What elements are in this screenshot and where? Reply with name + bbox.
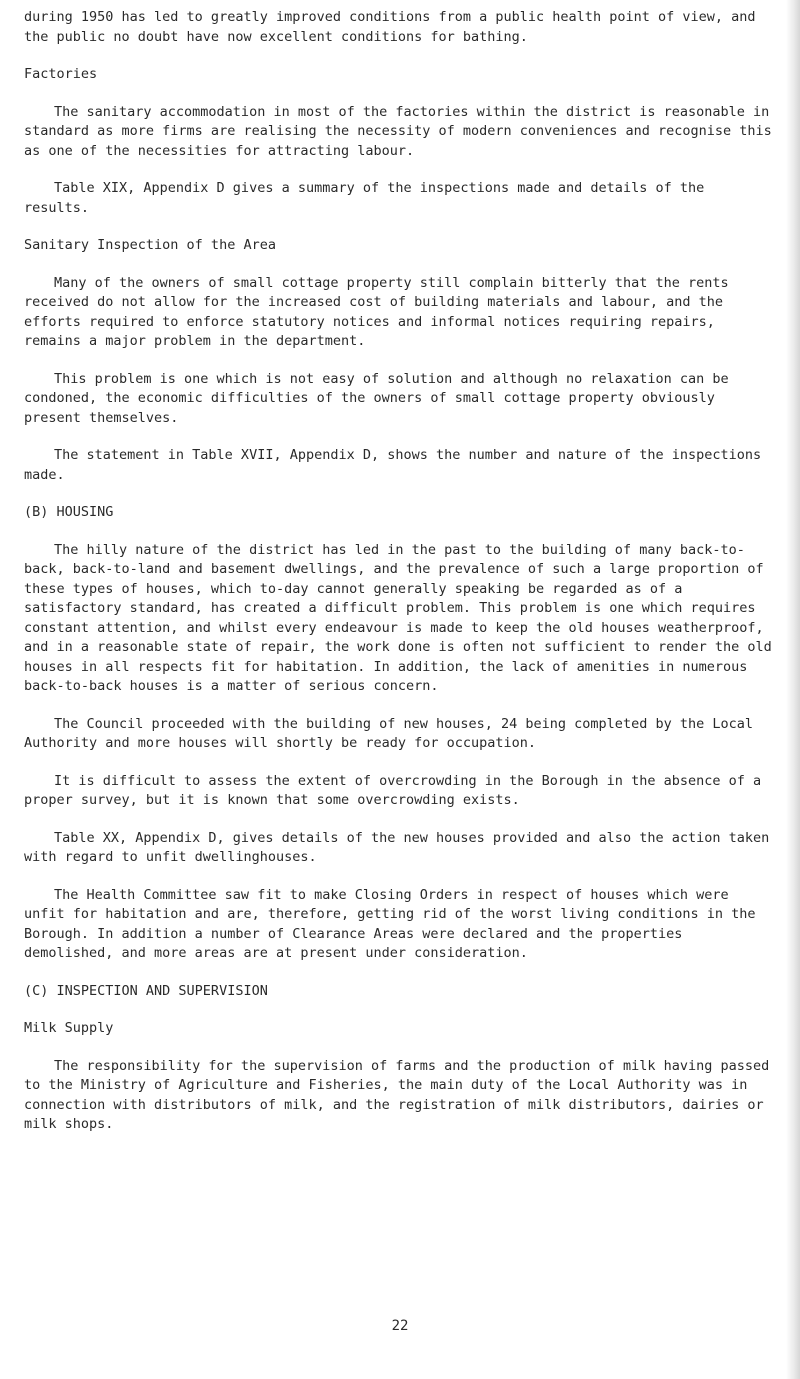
document-page <box>24 8 774 1135</box>
paragraph-closing-orders: The Health Committee saw fit to make Closing Orders in respect of houses which were unfit for habitation and are, therefore, getting rid of the worst living conditions in the Borough. In addition a number of Clearance Areas were declared and the properties demolished, and more areas are at present under consideration. <box>24 886 756 961</box>
heading-housing: (B) HOUSING <box>24 504 114 520</box>
paragraph-table-xvii: The statement in Table XVII, Appendix D, shows the number and nature of the inspections made. <box>24 447 762 483</box>
heading-sanitary-inspection: Sanitary Inspection of the Area <box>24 237 276 253</box>
page-number: 22 <box>391 1318 409 1334</box>
page-edge-shadow <box>786 0 800 1379</box>
paragraph-new-houses: The Council proceeded with the building of new houses, 24 being completed by the Local Authority and more houses will shortly be ready for occupation. <box>24 715 753 751</box>
paragraph-milk-responsibility: The responsibility for the supervision of farms and the production of milk having passed to the Ministry of Agriculture and Fisheries, the main duty of the Local Authority was in connection with distributors of milk, and the registration of milk distributors, dairies or milk shops. <box>24 1057 770 1132</box>
paragraph-table-xix: Table XIX, Appendix D gives a summary of the inspections made and details of the results. <box>24 180 705 216</box>
paragraph-hilly-nature: The hilly nature of the district has led in the past to the building of many back-to-back, back-to-land and basement dwellings, and the prevalence of such a large proportion of these types of houses, which to-day cannot generally speaking be regarded as of a satisfactory standard, has created a difficult problem. This problem is one which requires constant attention, and whilst every endeavour is made to keep the old houses weatherproof, and in a reasonable state of repair, the work done is often not sufficient to render the old houses in all respects fit for habitation. In addition, the lack of amenities in numerous back-to-back houses is a matter of serious concern. <box>24 541 772 694</box>
heading-inspection-supervision: (C) INSPECTION AND SUPERVISION <box>24 982 268 999</box>
paragraph-overcrowding: It is difficult to assess the extent of overcrowding in the Borough in the absence of a proper survey, but it is known that some overcrowding exists. <box>24 772 762 808</box>
paragraph-bathing: during 1950 has led to greatly improved conditions from a public health point of view, and the public no doubt have now excellent conditions for bathing. <box>24 9 756 45</box>
paragraph-table-xx: Table XX, Appendix D, gives details of the new houses provided and also the action taken with regard to unfit dwellinghouses. <box>24 829 770 865</box>
heading-milk-supply: Milk Supply <box>24 1020 114 1036</box>
paragraph-factories-sanitary: The sanitary accommodation in most of the factories within the district is reasonable in standard as more firms are realising the necessity of modern conveniences and recognise this as one of the necessities for attracting labour. <box>24 103 772 159</box>
paragraph-problem-solution: This problem is one which is not easy of solution and although no relaxation can be condoned, the economic difficulties of the owners of small cottage property obviously present themselves. <box>24 370 729 426</box>
paragraph-cottage-owners: Many of the owners of small cottage property still complain bitterly that the rents received do not allow for the increased cost of building materials and labour, and the efforts required to enforce statutory notices and informal notices requiring repairs, remains a major problem in the department. <box>24 274 729 349</box>
heading-factories: Factories <box>24 66 98 82</box>
